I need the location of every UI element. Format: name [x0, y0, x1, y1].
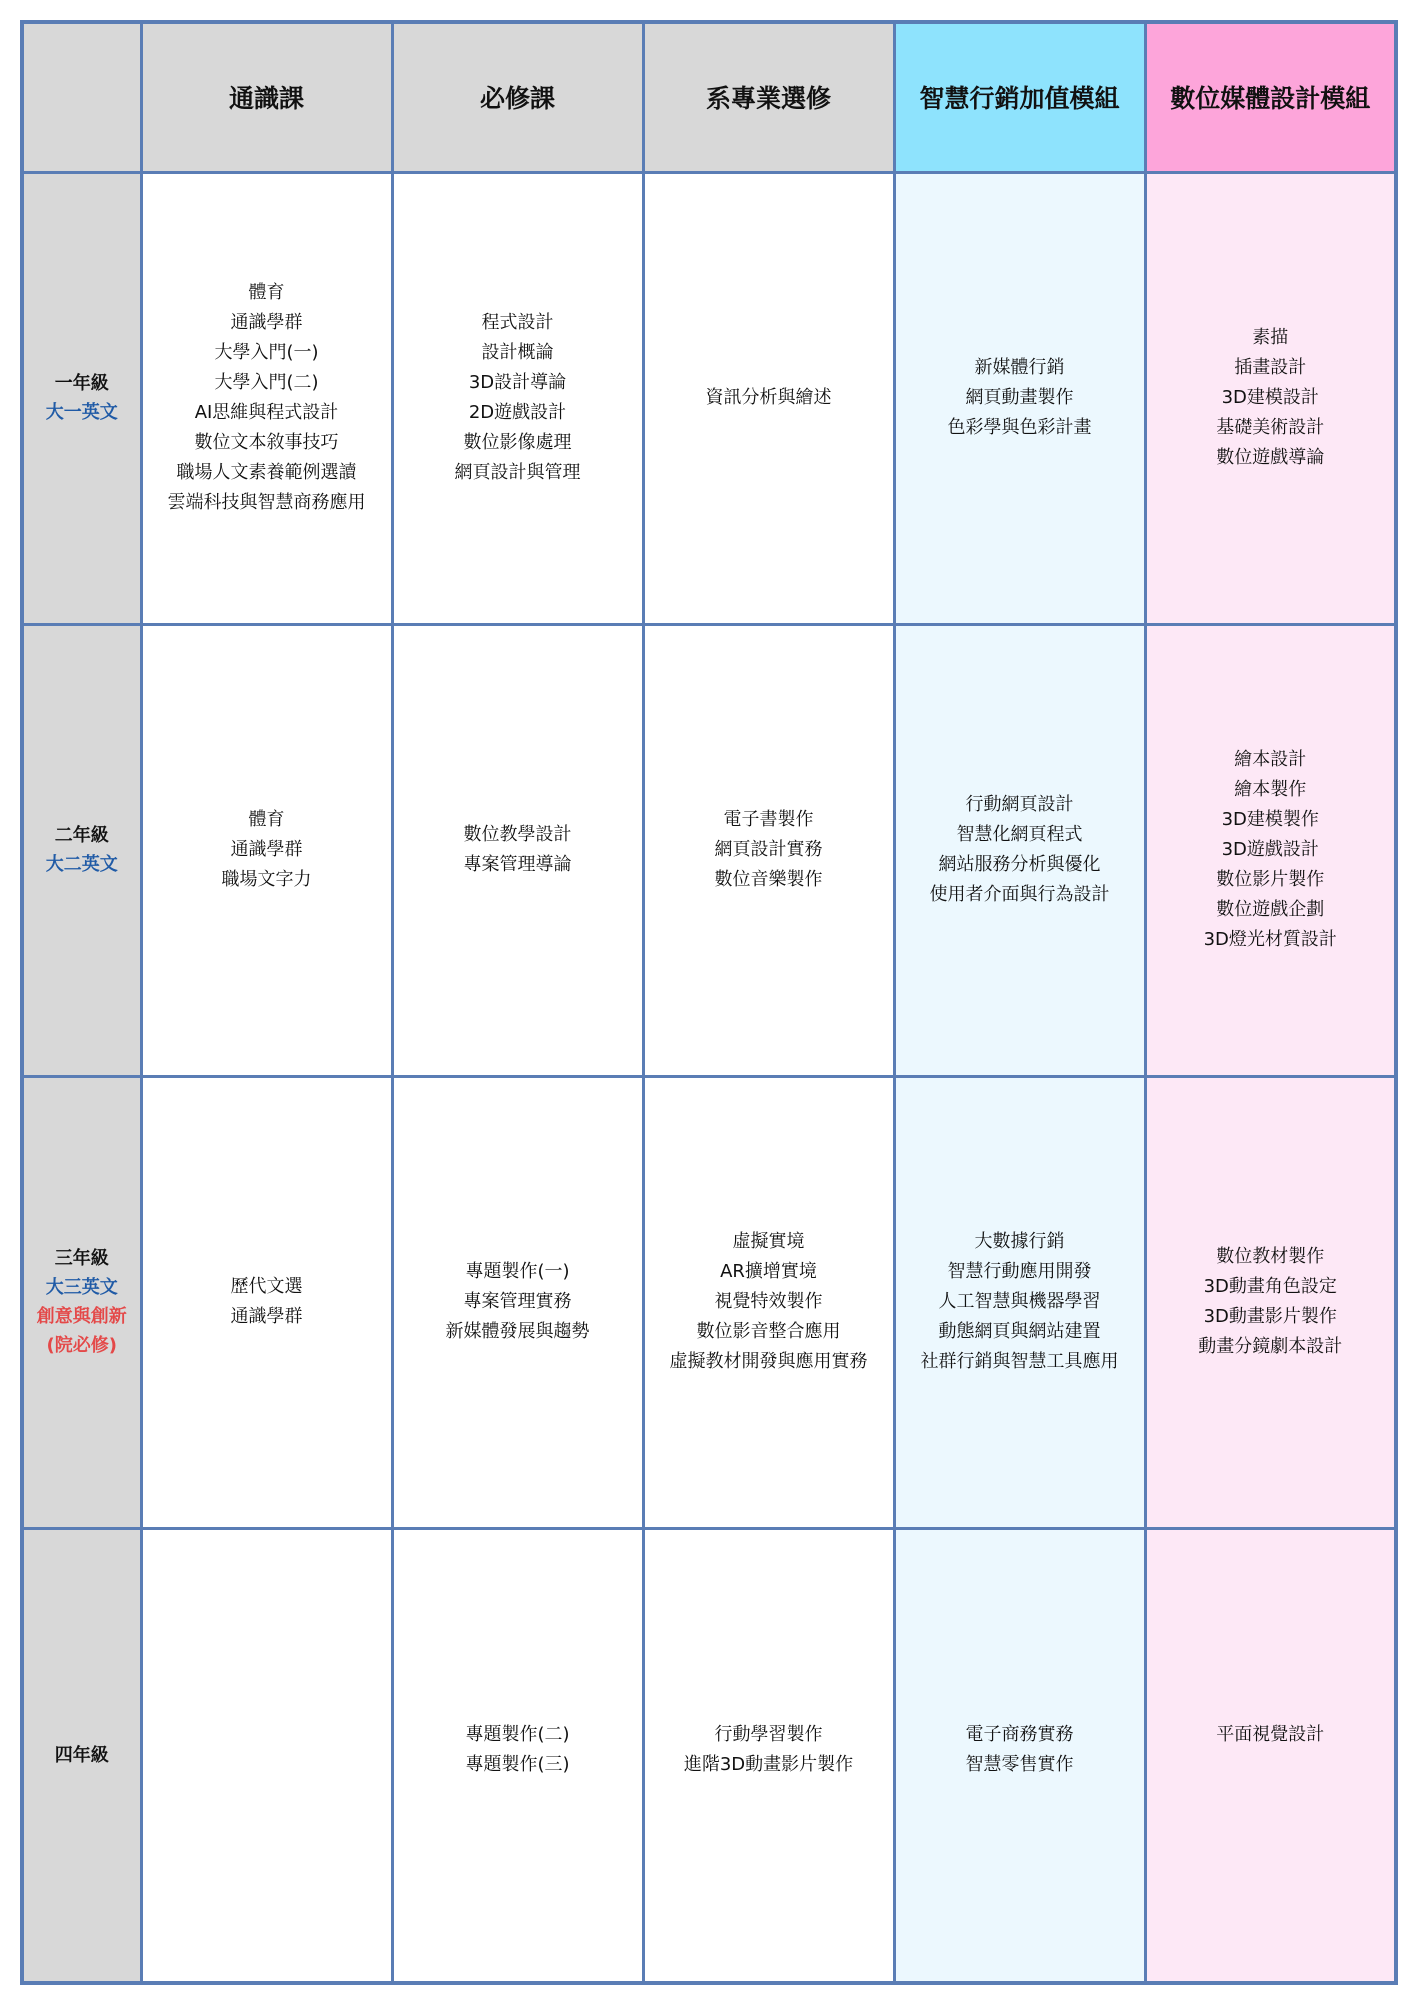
year-row-4 — [22, 1528, 1396, 1983]
grade-label: 一年級 — [54, 373, 109, 394]
cell-department-electives — [643, 1528, 894, 1983]
grade-label: 二年級 — [54, 825, 109, 846]
course-item: 行動學習製作 — [714, 1723, 823, 1745]
row-header-year-1 — [22, 172, 141, 624]
course-item: 專案管理導論 — [463, 854, 572, 875]
cell-digital-media-module — [1145, 1076, 1396, 1528]
course-item: 使用者介面與行為設計 — [929, 884, 1110, 905]
course-item: 數位遊戲導論 — [1216, 447, 1325, 468]
course-item: 色彩學與色彩計畫 — [947, 417, 1092, 438]
course-item: 3D燈光材質設計 — [1203, 929, 1337, 950]
cell-digital-media-module — [1145, 624, 1396, 1076]
english-course-label: 大三英文 — [45, 1277, 118, 1298]
english-course-label: 大一英文 — [45, 402, 118, 423]
course-item: 新媒體發展與趨勢 — [445, 1321, 590, 1342]
cell-required-courses — [392, 1528, 643, 1983]
header-department-electives: 系專業選修 — [643, 22, 894, 172]
course-item: 電子商務實務 — [965, 1723, 1074, 1745]
course-item: 設計概論 — [481, 342, 554, 363]
course-item: 數位音樂製作 — [714, 869, 823, 890]
course-item: 平面視覺設計 — [1216, 1723, 1325, 1745]
header-digital-media-module: 數位媒體設計模組 — [1145, 22, 1396, 172]
course-item: 大學入門(二) — [214, 372, 319, 393]
course-item: 專題製作(一) — [465, 1261, 570, 1282]
course-item: 3D遊戲設計 — [1221, 839, 1319, 860]
cell-smart-marketing-module — [894, 172, 1145, 624]
row-header-year-3 — [22, 1076, 141, 1528]
cell-general-education — [141, 172, 392, 624]
cell-general-education — [141, 1076, 392, 1528]
course-item: 社群行銷與智慧工具應用 — [920, 1351, 1119, 1372]
cell-smart-marketing-module — [894, 1076, 1145, 1528]
year-row-2 — [22, 624, 1396, 1076]
course-item: AR擴增實境 — [720, 1261, 817, 1282]
course-item: 動畫分鏡劇本設計 — [1198, 1336, 1343, 1357]
course-item: 基礎美術設計 — [1216, 417, 1325, 438]
course-item: 素描 — [1252, 327, 1289, 348]
course-item: 數位教材製作 — [1216, 1246, 1325, 1267]
course-item: 虛擬教材開發與應用實務 — [669, 1351, 868, 1372]
course-item: 資訊分析與繪述 — [705, 387, 832, 408]
row-header-year-2 — [22, 624, 141, 1076]
cell-department-electives — [643, 1076, 894, 1528]
course-item: 網頁設計與管理 — [454, 462, 581, 483]
course-item: 網頁設計實務 — [714, 839, 823, 860]
course-item: 數位影片製作 — [1216, 869, 1325, 890]
course-item: 繪本設計 — [1234, 749, 1307, 770]
course-item: 數位遊戲企劃 — [1216, 899, 1325, 920]
year-row-3 — [22, 1076, 1396, 1528]
course-item: 雲端科技與智慧商務應用 — [167, 492, 366, 513]
course-item: AI思維與程式設計 — [194, 402, 339, 423]
cell-required-courses — [392, 1076, 643, 1528]
course-item: 大數據行銷 — [974, 1231, 1065, 1252]
course-item: 智慧行動應用開發 — [947, 1261, 1092, 1282]
course-item: 人工智慧與機器學習 — [938, 1291, 1101, 1312]
course-item: 3D設計導論 — [468, 372, 567, 393]
course-item: 3D建模設計 — [1221, 387, 1319, 408]
course-item: 數位教學設計 — [463, 824, 572, 845]
course-item: 大學入門(一) — [214, 342, 319, 363]
course-item: 新媒體行銷 — [974, 357, 1065, 378]
header-general-education: 通識課 — [141, 22, 392, 172]
course-item: 動態網頁與網站建置 — [938, 1321, 1101, 1342]
cell-smart-marketing-module — [894, 1528, 1145, 1983]
course-item: 專題製作(二) — [465, 1723, 570, 1745]
cell-department-electives — [643, 624, 894, 1076]
cell-general-education — [141, 1528, 392, 1983]
course-item: 通識學群 — [230, 1306, 303, 1327]
course-item: 數位影像處理 — [463, 432, 572, 453]
year-row-1 — [22, 172, 1396, 624]
course-item: 通識學群 — [230, 312, 303, 333]
corner-cell — [22, 22, 141, 172]
header-smart-marketing-module: 智慧行銷加值模組 — [894, 22, 1145, 172]
course-item: 插畫設計 — [1234, 357, 1307, 378]
course-item: 行動網頁設計 — [965, 794, 1074, 815]
college-required-note: (院必修) — [46, 1335, 117, 1356]
cell-general-education — [141, 624, 392, 1076]
course-item: 3D動畫角色設定 — [1203, 1276, 1337, 1297]
course-item: 視覺特效製作 — [714, 1291, 823, 1312]
course-item: 數位影音整合應用 — [696, 1321, 841, 1342]
course-item: 2D遊戲設計 — [468, 402, 567, 423]
course-item: 網頁動畫製作 — [965, 387, 1074, 408]
course-item: 職場文字力 — [221, 869, 312, 890]
course-item: 數位文本敘事技巧 — [194, 432, 339, 453]
header-row — [22, 22, 1396, 172]
header-required-courses: 必修課 — [392, 22, 643, 172]
row-header-year-4 — [22, 1528, 141, 1983]
cell-smart-marketing-module — [894, 624, 1145, 1076]
cell-required-courses — [392, 624, 643, 1076]
course-item: 程式設計 — [481, 312, 554, 333]
english-course-label: 大二英文 — [45, 854, 118, 875]
course-item: 智慧零售實作 — [965, 1753, 1074, 1775]
course-item: 智慧化網頁程式 — [956, 824, 1083, 845]
course-item: 專題製作(三) — [465, 1753, 570, 1775]
cell-digital-media-module — [1145, 172, 1396, 624]
college-required-label: 創意與創新 — [36, 1306, 127, 1327]
course-item: 專案管理實務 — [463, 1291, 572, 1312]
course-item: 體育 — [248, 809, 285, 830]
course-item: 繪本製作 — [1234, 779, 1307, 800]
course-item: 通識學群 — [230, 839, 303, 860]
course-item: 職場人文素養範例選讀 — [176, 462, 357, 483]
course-item: 虛擬實境 — [732, 1231, 805, 1252]
cell-required-courses — [392, 172, 643, 624]
grade-label: 三年級 — [54, 1248, 109, 1269]
cell-department-electives — [643, 172, 894, 624]
course-item: 體育 — [248, 282, 285, 303]
cell-digital-media-module — [1145, 1528, 1396, 1983]
course-item: 3D動畫影片製作 — [1203, 1306, 1337, 1327]
course-item: 網站服務分析與優化 — [938, 854, 1101, 875]
course-item: 3D建模製作 — [1221, 809, 1319, 830]
course-item: 進階3D動畫影片製作 — [683, 1753, 854, 1775]
curriculum-table — [20, 20, 1398, 1985]
course-item: 電子書製作 — [723, 809, 814, 830]
grade-label: 四年級 — [54, 1744, 109, 1766]
course-item: 歷代文選 — [230, 1276, 303, 1297]
